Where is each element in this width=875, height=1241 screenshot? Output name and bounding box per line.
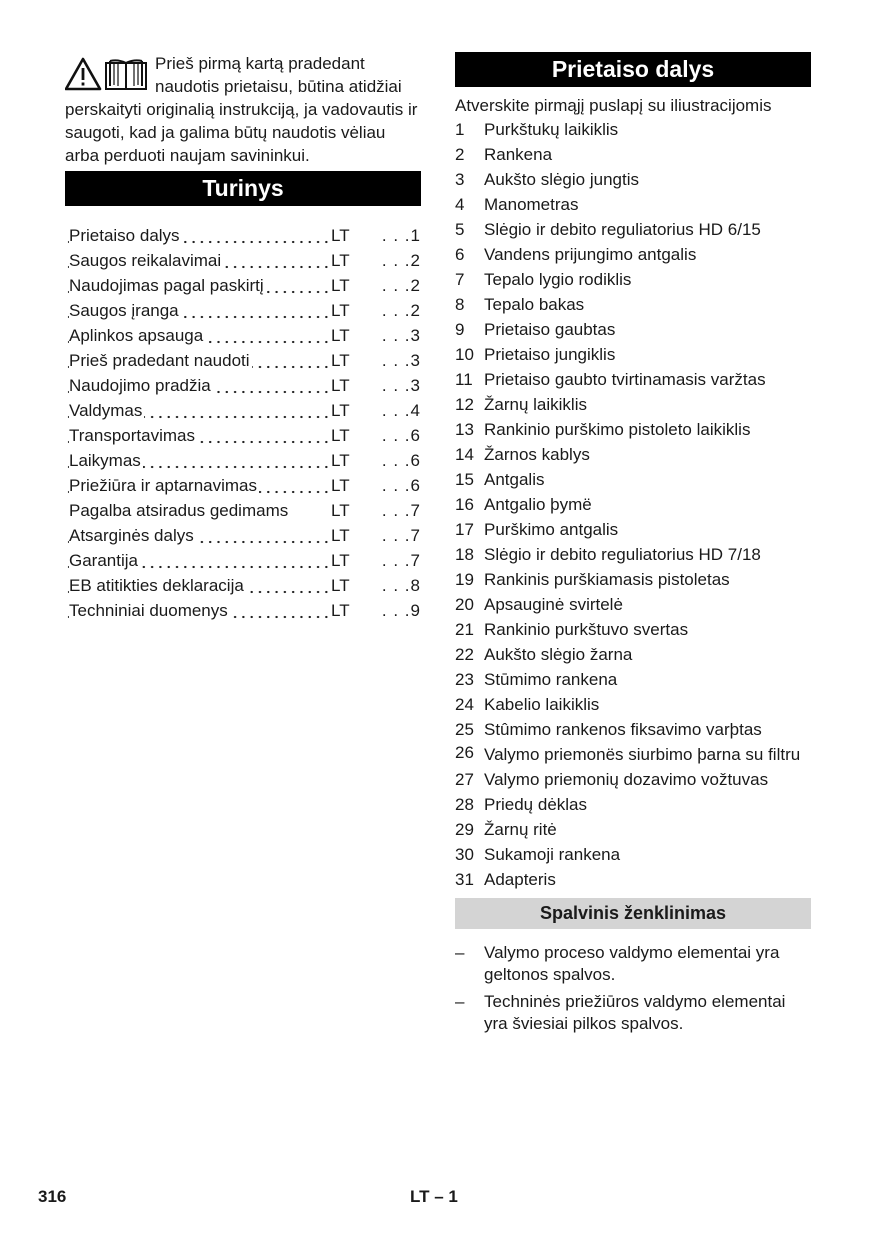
toc-entry-lang: LT [331, 526, 350, 545]
toc-entry-page: 9 [410, 601, 421, 620]
toc-entry-page: 7 [410, 526, 421, 545]
toc-leader-dots: . . . [381, 326, 411, 345]
toc-entry-lang: LT [331, 451, 350, 470]
toc-entry-label: Aplinkos apsauga [69, 326, 204, 345]
part-name: Vandens prijungimo antgalis [484, 245, 697, 264]
parts-list-item [455, 792, 811, 817]
toc-entry[interactable] [65, 598, 421, 623]
color-coding-text: Techninės priežiūros valdymo elementai yra šviesiai pilkos spalvos. [484, 992, 786, 1033]
toc-entry[interactable] [65, 473, 421, 498]
toc-entry[interactable] [65, 298, 421, 323]
part-number: 26 [455, 743, 474, 762]
toc-entry[interactable] [65, 498, 421, 523]
toc-leader-dots: . . . [381, 451, 411, 470]
color-coding-title: Spalvinis ženklinimas [455, 898, 811, 929]
part-name: Antgalis [484, 470, 545, 489]
toc-entry-label: Techniniai duomenys [69, 601, 228, 620]
toc-entry-lang: LT [331, 551, 350, 570]
toc-entry-page: 6 [410, 476, 421, 495]
part-name: Žarnų laikiklis [484, 395, 587, 414]
toc-entry-lang: LT [331, 226, 350, 245]
part-number: 2 [455, 145, 465, 164]
toc-entry-lang: LT [331, 251, 350, 270]
part-name: Kabelio laikiklis [484, 695, 600, 714]
toc-entry-label: Naudojimas pagal paskirtį [69, 276, 264, 295]
toc-leader-dots: . . . [381, 551, 411, 570]
dash-bullet: – [455, 943, 465, 962]
parts-list-item [455, 517, 811, 542]
toc-leader-dots: . . . [381, 526, 411, 545]
parts-list-item [455, 492, 811, 517]
part-name: Stūmimo rankena [484, 670, 618, 689]
parts-list-item [455, 317, 811, 342]
toc-entry-page: 4 [410, 401, 421, 420]
parts-list-item [455, 592, 811, 617]
part-number: 27 [455, 770, 474, 789]
toc-entry-lang: LT [331, 576, 350, 595]
toc-entry-lang: LT [331, 426, 350, 445]
part-number: 7 [455, 270, 465, 289]
toc-entry-page: 8 [410, 576, 421, 595]
parts-intro: Atverskite pirmąjį puslapį su iliustracijomis [455, 96, 772, 115]
part-number: 22 [455, 645, 474, 664]
part-name: Žarnų ritė [484, 820, 557, 839]
part-name: Stûmimo rankenos fiksavimo varþtas [484, 720, 762, 739]
part-name: Prietaiso jungiklis [484, 345, 616, 364]
toc-entry-page: 3 [410, 326, 421, 345]
toc-leader-dots: . . . [381, 576, 411, 595]
part-number: 12 [455, 395, 474, 414]
toc-entry-label: Laikymas [69, 451, 141, 470]
toc-entry-label: Valdymas [69, 401, 143, 420]
part-name: Aukšto slėgio žarna [484, 645, 633, 664]
parts-list-item [455, 542, 811, 567]
part-number: 19 [455, 570, 474, 589]
toc-entry[interactable] [65, 273, 421, 298]
toc-entry-label: Transportavimas [69, 426, 195, 445]
part-number: 14 [455, 445, 474, 464]
part-name: Rankinio purkštuvo svertas [484, 620, 689, 639]
toc-title: Turinys [65, 171, 421, 206]
toc-entry[interactable] [65, 223, 421, 248]
toc-entry-page: 2 [410, 276, 421, 295]
toc-entry-page: 3 [410, 376, 421, 395]
toc-entry[interactable] [65, 323, 421, 348]
toc-leader-dots: . . . [381, 601, 411, 620]
parts-list [455, 117, 811, 892]
part-number: 4 [455, 195, 465, 214]
parts-list-item [455, 842, 811, 867]
toc-entry-lang: LT [331, 276, 350, 295]
part-number: 20 [455, 595, 474, 614]
toc-entry-page: 6 [410, 451, 421, 470]
color-coding-text: Valymo proceso valdymo elementai yra geltonos spalvos. [484, 943, 780, 984]
part-name: Žarnos kablys [484, 445, 590, 464]
toc-entry-page: 2 [410, 301, 421, 320]
parts-list-item [455, 567, 811, 592]
parts-list-item [455, 617, 811, 642]
toc-entry-label: Pagalba atsiradus gedimams [69, 501, 289, 520]
warning-text: Prieš pirmą kartą pradedant naudotis prietaisu, būtina atidžiai perskaityti originalią instrukciją, ja vadovautis ir saugoti, kad ja galima būtų naudotis vėliau arba perduoti naujam savininkui. [65, 54, 418, 165]
parts-list-item [455, 867, 811, 892]
part-name: Aukšto slėgio jungtis [484, 170, 639, 189]
toc-entry-page: 6 [410, 426, 421, 445]
toc-entry-label: Saugos įranga [69, 301, 179, 320]
color-coding-list [455, 942, 811, 1035]
toc-leader-dots: . . . [381, 376, 411, 395]
part-number: 6 [455, 245, 465, 264]
part-name: Rankinis purškiamasis pistoletas [484, 570, 730, 589]
toc-entry-lang: LT [331, 476, 350, 495]
parts-list-item [455, 692, 811, 717]
part-name: Antgalio þymë [484, 495, 592, 514]
toc-entry-label: Prietaiso dalys [69, 226, 180, 245]
toc-entry-label: Atsarginės dalys [69, 526, 194, 545]
toc-entry-lang: LT [331, 376, 350, 395]
parts-list-item [455, 767, 811, 792]
parts-list-item [455, 742, 811, 767]
part-name: Rankena [484, 145, 553, 164]
part-number: 17 [455, 520, 474, 539]
language-page-label: LT – 1 [410, 1187, 458, 1206]
part-name: Priedų dėklas [484, 795, 588, 814]
right-column [455, 52, 811, 1040]
toc-entry-label: Saugos reikalavimai [69, 251, 222, 270]
part-number: 24 [455, 695, 474, 714]
parts-list-item [455, 242, 811, 267]
toc-entry[interactable] [65, 548, 421, 573]
toc-leader-dots: . . . [381, 351, 411, 370]
part-number: 28 [455, 795, 474, 814]
dash-bullet: – [455, 992, 465, 1011]
part-number: 8 [455, 295, 465, 314]
toc-entry-lang: LT [331, 301, 350, 320]
part-number: 30 [455, 845, 474, 864]
toc-leader-dots: . . . [381, 251, 411, 270]
parts-list-item [455, 642, 811, 667]
parts-list-item [455, 367, 811, 392]
toc-entry[interactable] [65, 423, 421, 448]
toc-entry-lang: LT [331, 326, 350, 345]
part-name: Apsauginė svirtelė [484, 595, 623, 614]
page-number: 316 [38, 1187, 67, 1206]
parts-list-item [455, 192, 811, 217]
part-name: Valymo priemonių dozavimo vožtuvas [484, 770, 769, 789]
part-number: 21 [455, 620, 474, 639]
part-name: Manometras [484, 195, 579, 214]
parts-list-item [455, 217, 811, 242]
part-number: 23 [455, 670, 474, 689]
parts-list-item [455, 342, 811, 367]
parts-list-item [455, 417, 811, 442]
part-name: Prietaiso gaubto tvirtinamasis varžtas [484, 370, 766, 389]
part-name: Valymo priemonës siurbimo þarna su filtru [484, 745, 801, 764]
part-name: Purkštukų laikiklis [484, 120, 619, 139]
toc-entry-page: 7 [410, 501, 421, 520]
parts-title: Prietaiso dalys [455, 52, 811, 87]
toc-leader-dots: . . . [381, 301, 411, 320]
parts-list-item [455, 467, 811, 492]
toc-entry-lang: LT [331, 601, 350, 620]
part-name: Slėgio ir debito reguliatorius HD 7/18 [484, 545, 761, 564]
parts-list-item [455, 167, 811, 192]
safety-warning [65, 52, 421, 167]
toc-entry[interactable] [65, 348, 421, 373]
toc-entry-label: Garantija [69, 551, 138, 570]
parts-list-item [455, 142, 811, 167]
warning-manual-icon [65, 56, 151, 92]
part-number: 13 [455, 420, 474, 439]
part-number: 16 [455, 495, 474, 514]
toc-entry[interactable] [65, 248, 421, 273]
toc-entry[interactable] [65, 398, 421, 423]
toc-entry-label: Prieš pradedant naudoti [69, 351, 250, 370]
toc-entry[interactable] [65, 448, 421, 473]
part-number: 1 [455, 120, 465, 139]
toc-entry-page: 3 [410, 351, 421, 370]
part-name: Tepalo lygio rodiklis [484, 270, 632, 289]
part-number: 18 [455, 545, 474, 564]
toc-leader-dots: . . . [381, 226, 411, 245]
parts-list-item [455, 817, 811, 842]
parts-list-item [455, 292, 811, 317]
toc-entry-label: Naudojimo pradžia [69, 376, 211, 395]
part-name: Slėgio ir debito reguliatorius HD 6/15 [484, 220, 761, 239]
toc-entry-lang: LT [331, 401, 350, 420]
part-name: Tepalo bakas [484, 295, 585, 314]
part-name: Rankinio purškimo pistoleto laikiklis [484, 420, 751, 439]
part-number: 29 [455, 820, 474, 839]
toc-entry-lang: LT [331, 351, 350, 370]
part-name: Purškimo antgalis [484, 520, 619, 539]
toc-leader-dots: . . . [381, 426, 411, 445]
toc-entry[interactable] [65, 373, 421, 398]
toc-entry[interactable] [65, 523, 421, 548]
parts-list-item [455, 267, 811, 292]
part-number: 25 [455, 720, 474, 739]
toc-entry-page: 2 [410, 251, 421, 270]
left-column [65, 52, 421, 623]
part-name: Sukamoji rankena [484, 845, 621, 864]
toc-entry-page: 1 [410, 226, 421, 245]
parts-list-item [455, 667, 811, 692]
part-number: 5 [455, 220, 465, 239]
part-number: 9 [455, 320, 465, 339]
part-number: 3 [455, 170, 465, 189]
part-number: 31 [455, 870, 474, 889]
toc-leader-dots: . . . [381, 476, 411, 495]
toc-entry-lang: LT [331, 501, 350, 520]
part-number: 11 [455, 370, 473, 389]
toc-entry-label: EB atitikties deklaracija [69, 576, 244, 595]
toc-leader-dots: . . . [381, 401, 411, 420]
part-number: 15 [455, 470, 474, 489]
color-coding-item [455, 942, 811, 986]
part-name: Prietaiso gaubtas [484, 320, 616, 339]
parts-list-item [455, 717, 811, 742]
part-number: 10 [455, 345, 474, 364]
parts-list-item [455, 442, 811, 467]
toc-table [65, 223, 421, 623]
toc-leader-dots: . . . [381, 276, 411, 295]
toc-entry[interactable] [65, 573, 421, 598]
parts-list-item [455, 392, 811, 417]
part-name: Adapteris [484, 870, 556, 889]
parts-list-item [455, 117, 811, 142]
toc-entry-page: 7 [410, 551, 421, 570]
color-coding-item [455, 991, 811, 1035]
toc-entry-label: Priežiūra ir aptarnavimas [69, 476, 258, 495]
toc-leader-dots: . . . [381, 501, 411, 520]
